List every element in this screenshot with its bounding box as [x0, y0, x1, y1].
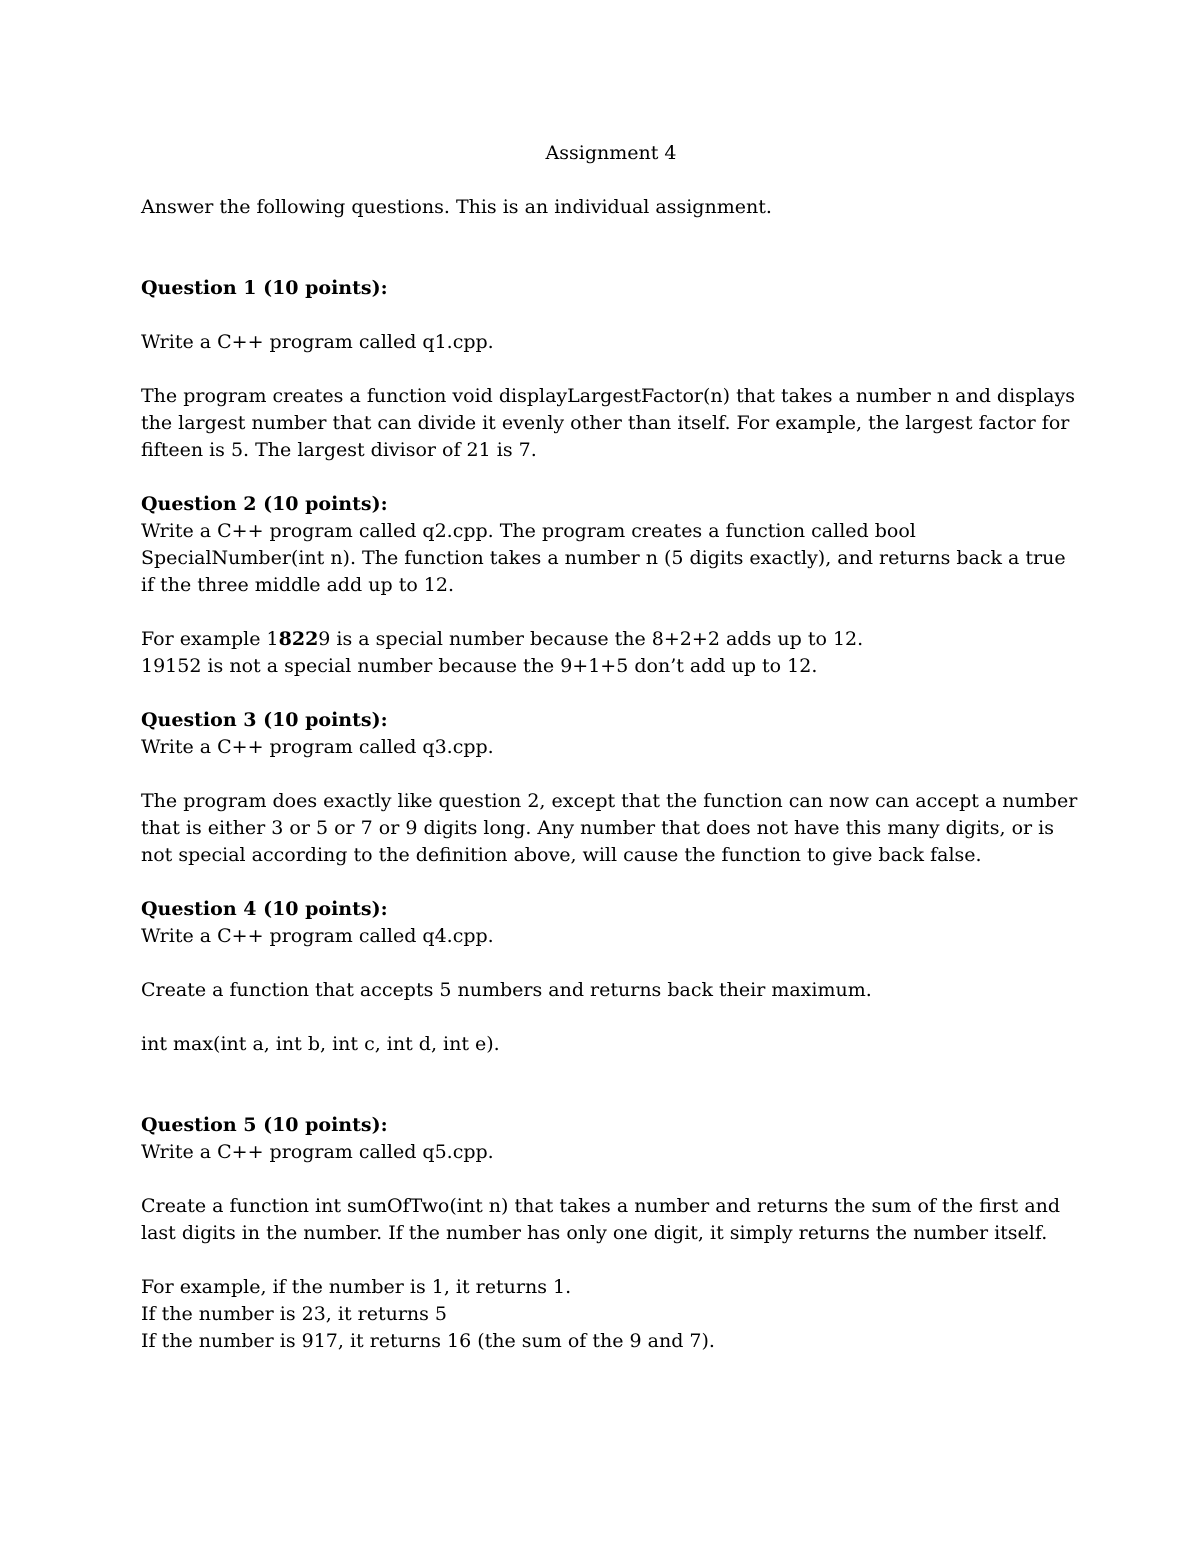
spacer [141, 302, 1081, 329]
spacer [141, 167, 1081, 194]
question-2-example-not-special: 19152 is not a special number because the 9+1+5 don’t add up to 12. [141, 655, 818, 677]
question-4-heading: Question 4 (10 points): [141, 898, 388, 920]
example-suffix: 9 is a special number because the 8+2+2 adds up to 12. [318, 628, 864, 650]
question-4 [141, 896, 1081, 1058]
question-4-filename: Write a C++ program called q4.cpp. [141, 925, 494, 947]
question-2-description: Write a C++ program called q2.cpp. The program creates a function called bool SpecialNumber(int n). The function takes a number n (5 digits exactly), and returns back a true if the three middle add up to 12. [141, 520, 1066, 596]
spacer [141, 1004, 1081, 1031]
question-5 [141, 1112, 1081, 1355]
question-2-heading: Question 2 (10 points): [141, 493, 388, 515]
question-4-description: Create a function that accepts 5 numbers and returns back their maximum. [141, 979, 872, 1001]
spacer [141, 464, 1081, 491]
question-1-description: The program creates a function void displayLargestFactor(n) that takes a number n and displays the largest number that can divide it evenly other than itself. For example, the largest factor for fifteen is 5. The largest divisor of 21 is 7. [141, 385, 1075, 461]
spacer [141, 950, 1081, 977]
spacer [141, 1247, 1081, 1274]
question-2-example-special [141, 626, 1081, 653]
question-5-example-1: For example, if the number is 1, it returns 1. [141, 1276, 572, 1298]
spacer [141, 356, 1081, 383]
question-3-description: The program does exactly like question 2, except that the function can now can accept a number that is either 3 or 5 or 7 or 9 digits long. Any number that does not have this many digits, or is not special according to the definition above, will cause the function to give back false. [141, 790, 1078, 866]
spacer [141, 599, 1081, 626]
question-2 [141, 491, 1081, 680]
question-5-description: Create a function int sumOfTwo(int n) that takes a number and returns the sum of the first and last digits in the number. If the number has only one digit, it simply returns the number itself. [141, 1195, 1061, 1244]
question-5-heading: Question 5 (10 points): [141, 1114, 388, 1136]
question-1 [141, 275, 1081, 464]
spacer [141, 680, 1081, 707]
spacer [141, 869, 1081, 896]
document-body [141, 140, 1081, 1355]
spacer [141, 761, 1081, 788]
question-3 [141, 707, 1081, 869]
example-bold-digits: 822 [278, 628, 319, 650]
example-prefix: For example 1 [141, 628, 279, 650]
spacer [141, 1166, 1081, 1193]
intro-text: Answer the following questions. This is an individual assignment. [141, 196, 772, 218]
question-1-heading: Question 1 (10 points): [141, 277, 388, 299]
spacer [141, 1058, 1081, 1112]
question-5-filename: Write a C++ program called q5.cpp. [141, 1141, 494, 1163]
question-3-heading: Question 3 (10 points): [141, 709, 388, 731]
question-5-example-2: If the number is 23, it returns 5 [141, 1303, 448, 1325]
question-5-example-3: If the number is 917, it returns 16 (the sum of the 9 and 7). [141, 1330, 715, 1352]
spacer [141, 221, 1081, 275]
question-4-signature: int max(int a, int b, int c, int d, int e). [141, 1033, 500, 1055]
question-3-filename: Write a C++ program called q3.cpp. [141, 736, 494, 758]
question-1-filename: Write a C++ program called q1.cpp. [141, 331, 494, 353]
document-title: Assignment 4 [545, 142, 677, 164]
